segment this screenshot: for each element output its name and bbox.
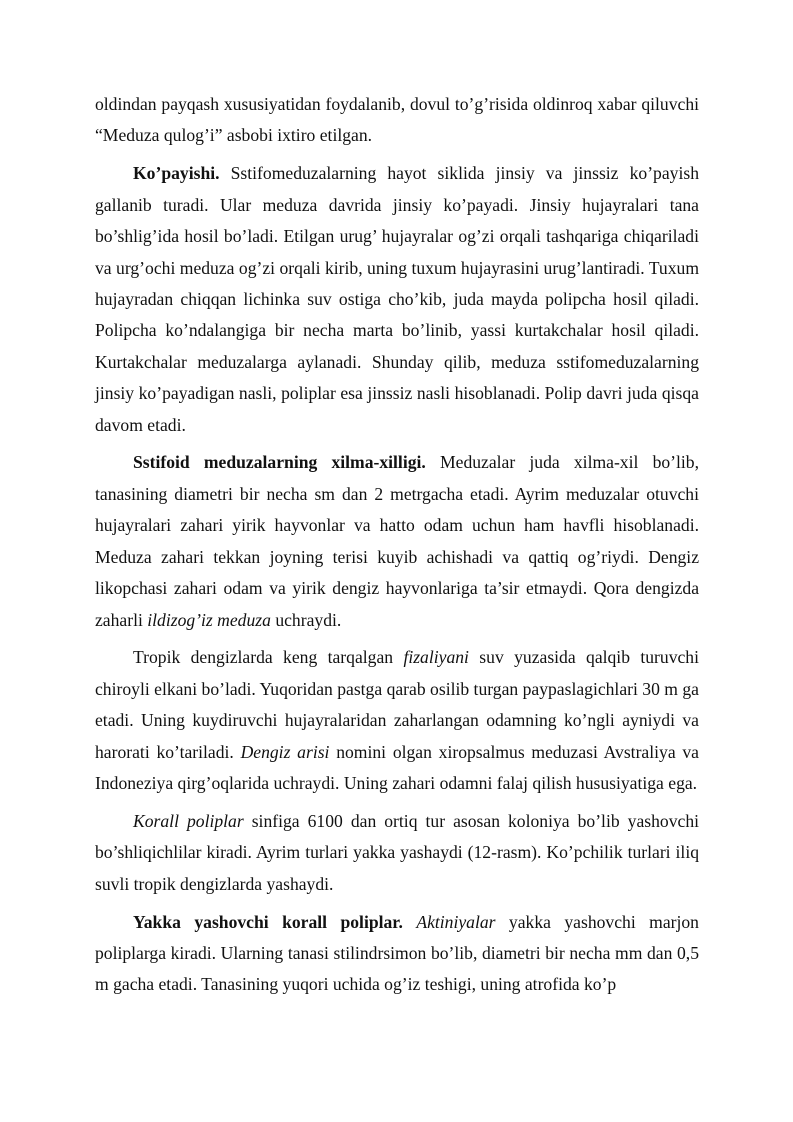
heading-diversity: Sstifoid meduzalarning xilma-xilligi. (133, 452, 426, 473)
document-page (95, 89, 699, 1007)
heading-reproduction: Ko’payishi. (133, 163, 220, 184)
heading-solitary: Yakka yashovchi korall poliplar. (133, 911, 403, 932)
paragraph-tropical-text-b: suv yuzasida qalqib turuvchi chiroyli elkani bo’ladi. Yuqoridan pastga qarab osilib turgan paypaslagichlari 30 m ga etadi. Uning kuydiruvchi hujayralaridan zaharlangan odamning ko’ngli ayniydi va harorati ko’tariladi. (95, 647, 699, 762)
paragraph-coral-text: sinfiga 6100 dan ortiq tur asosan koloniya bo’lib yashovchi bo’shliqichlilar kiradi. Ayrim turlari yakka yashaydi (12-rasm). Ko’pchilik turlari iliq suvli tropik dengizlarda yashaydi. (95, 810, 699, 894)
paragraph-1-text: oldindan payqash xususiyatidan foydalanib, dovul to’g’risida oldinroq xabar qiluvchi “Meduza qulog’i” asbobi ixtiro etilgan. (95, 94, 699, 146)
paragraph-1 (95, 89, 699, 152)
term-rhizostoma: ildizog’iz meduza (147, 609, 271, 630)
paragraph-reproduction-text: Sstifomeduzalarning hayot siklida jinsiy va jinssiz ko’payish gallanib turadi. Ular meduza davrida jinsiy ko’payadi. Jinsiy hujayralari tana bo’shlig’ida hosil bo’ladi. Etilgan urug’ hujayralar og’zi orqali tashqariga chiqariladi va urg’ochi meduza og’zi orqali kirib, uning tuxum hujayrasini urug’lantiradi. Tuxum hujayradan chiqqan lichinka suv ostiga cho’kib, juda mayda polipcha hosil qiladi. Polipcha ko’ndalangiga bir necha marta bo’linib, yassi kurtakchalar hosil qiladi. Kurtakchalar meduzalarga aylanadi. Shunday qilib, meduza sstifomeduzalarning jinsiy ko’payadigan nasli, poliplar esa jinssiz nasli hisoblanadi. Polip davri juda qisqa davom etadi. (95, 163, 699, 435)
term-sea-wasp: Dengiz arisi (240, 741, 330, 762)
paragraph-tropical (95, 642, 699, 799)
term-actinia: Aktiniyalar (416, 911, 496, 932)
paragraph-solitary-text: yakka yashovchi marjon poliplarga kiradi. Ularning tanasi stilindrsimon bo’lib, diametri bir necha mm dan 0,5 m gacha etadi. Tanasining yuqori uchida og’iz teshigi, uning atrofida ko’p (95, 911, 699, 995)
paragraph-diversity-text-b: uchraydi. (270, 609, 342, 630)
paragraph-tropical-text-a: Tropik dengizlarda keng tarqalgan (133, 647, 404, 668)
paragraph-diversity-text-a: Meduzalar juda xilma-xil bo’lib, tanasining diametri bir necha sm dan 2 metrgacha etadi. Ayrim meduzalar otuvchi hujayralari zahari yirik hayvonlar va hatto odam uchun ham havfli hisoblanadi. Meduza zahari tekkan joyning terisi kuyib achishadi va qattiq og’riydi. Dengiz likopchasi zahari odam va yirik dengiz hayvonlariga ta’sir etmaydi. Qora dengizda zaharli (95, 452, 699, 630)
term-coral-polyps: Korall poliplar (133, 810, 244, 831)
paragraph-solitary-space (403, 912, 416, 932)
paragraph-tropical-text-c: nomini olgan xiropsalmus meduzasi Avstraliya va Indoneziya qirg’oqlarida uchraydi. Uning zahari odamni falaj qilish hususiyatiga ega. (95, 741, 699, 794)
paragraph-diversity (95, 447, 699, 635)
paragraph-solitary (95, 907, 699, 1001)
paragraph-reproduction (95, 158, 699, 441)
paragraph-coral (95, 806, 699, 900)
term-physalia: fizaliyani (403, 647, 469, 668)
